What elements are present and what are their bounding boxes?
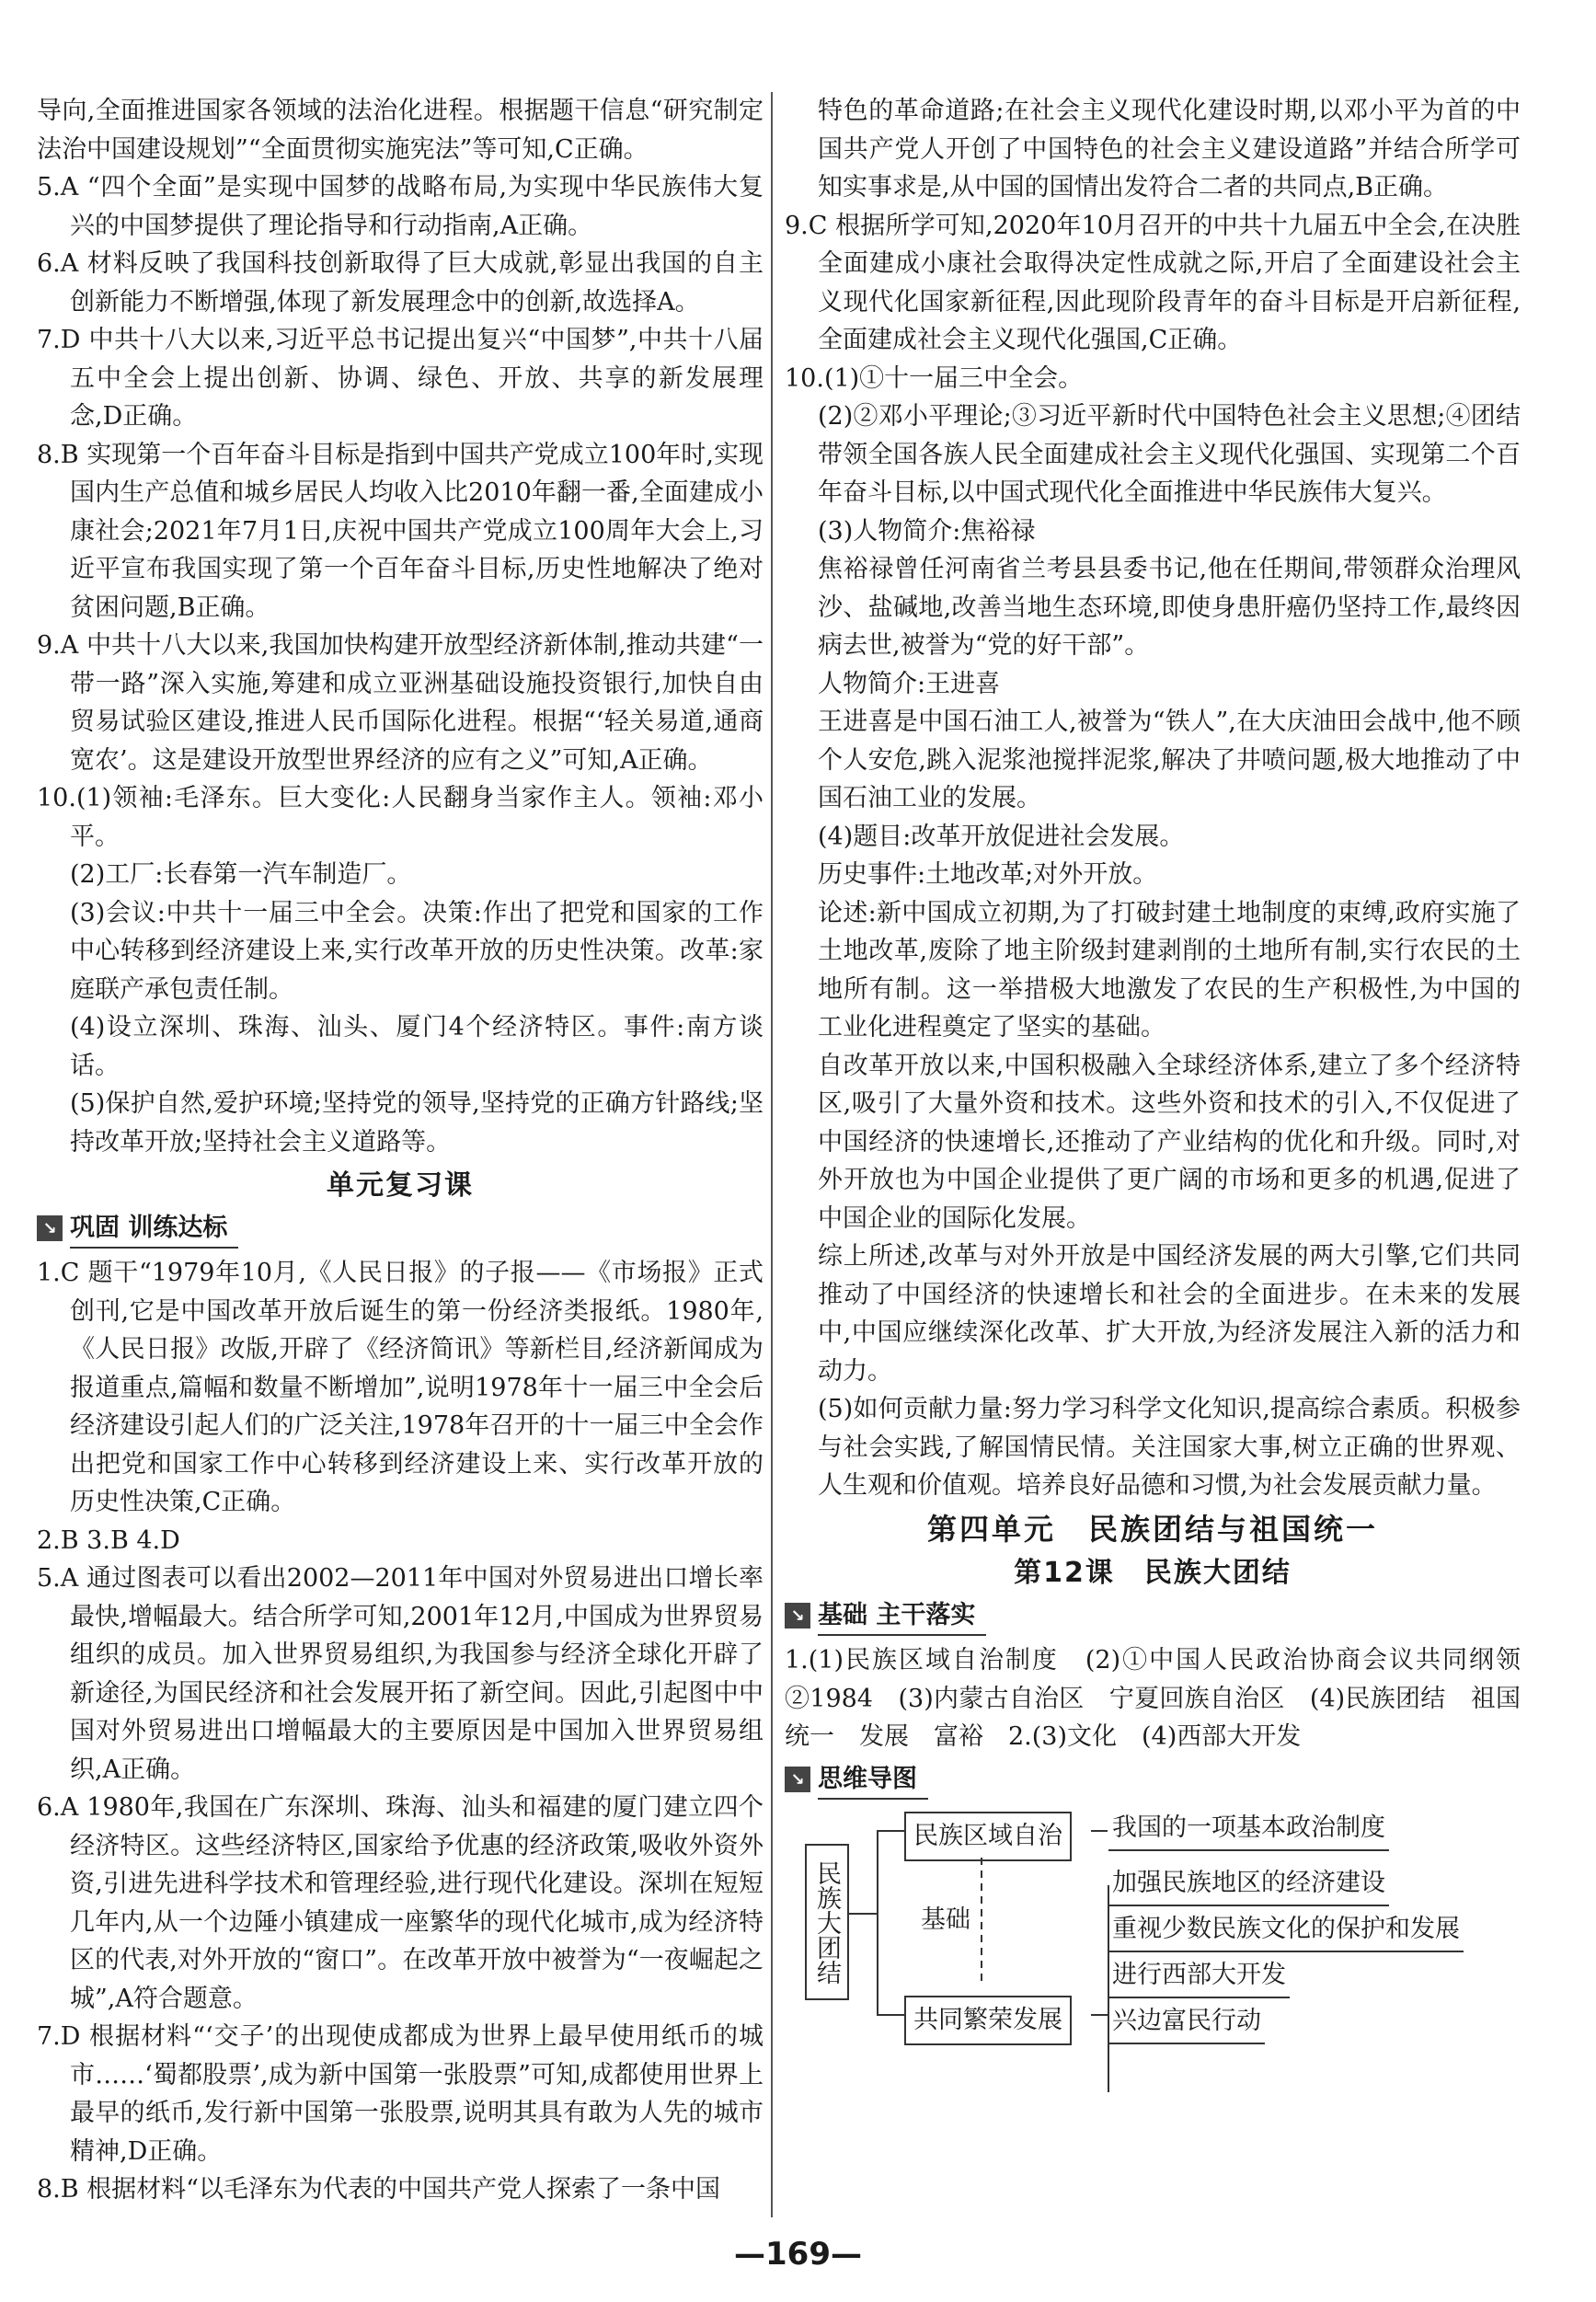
connector <box>877 1830 904 1832</box>
answer-item-10: 10.(1)领袖:毛泽东。巨大变化:人民翻身当家作主人。领袖:邓小平。 <box>37 784 764 851</box>
answer-sub: (2)工厂:长春第一汽车制造厂。 <box>70 860 412 889</box>
connector <box>849 1913 877 1915</box>
column-divider <box>771 92 773 2217</box>
answer-sub: 综上所述,改革与对外开放是中国经济发展的两大引擎,它们共同推动了中国经济的快速增长和社会的全面进步。在未来的发展中,中国应继续深化改革、扩大开放,为经济发展注入新的活力和动力。 <box>818 1242 1521 1386</box>
mindmap-node-prosperity: 共同繁荣发展 <box>904 1996 1072 2045</box>
answer-item-10: 10.(1)①十一届三中全会。 <box>785 363 1084 393</box>
mindmap-root: 民族大团结 <box>805 1844 849 2000</box>
mindmap-leaf: 加强民族地区的经济建设 <box>1108 1864 1389 1906</box>
connector <box>877 2014 904 2016</box>
answer-item: 8.B 实现第一个百年奋斗目标是指到中国共产党成立100年时,实现国内生产总值和城乡居民人均收入比2010年翻一番,全面建成小康社会;2021年7月1日,庆祝中国共产党成立100周年大会上,习近平宣布我国实现了第一个百年奋斗目标,历史性地解决了绝对贫困问题,B正确。 <box>37 440 764 622</box>
answer-item: 1.C 题干“1979年10月,《人民日报》的子报——《市场报》正式创刊,它是中国改革开放后诞生的第一份经济类报纸。1980年,《人民日报》改版,开辟了《经济简讯》等新栏目,经济新闻成为报道重点,篇幅和数量不断增加”,说明1978年十一届三中全会后经济建设引起人们的广泛关注,1978年召开的十一届三中全会作出把党和国家工作中心转移到经济建设上来、实行改革开放的历史性决策,C正确。 <box>37 1259 764 1516</box>
review-title: 单元复习课 <box>327 1169 474 1202</box>
answer-item: 2.B 3.B 4.D <box>37 1525 180 1555</box>
answer-sub: 自改革开放以来,中国积极融入全球经济体系,建立了多个经济特区,吸引了大量外资和技术。这些外资和技术的引入,不仅促进了中国经济的快速增长,还推动了产业结构的优化和升级。同时,对外开放也为中国企业提供了更广阔的市场和更多的机遇,促进了中国企业的国际化发展。 <box>818 1051 1521 1233</box>
mindmap-leaf: 我国的一项基本政治制度 <box>1108 1809 1389 1851</box>
answer-sub: 焦裕禄曾任河南省兰考县县委书记,他在任期间,带领群众治理风沙、盐碱地,改善当地生态环境,即使身患肝癌仍坚持工作,最终因病去世,被誉为“党的好干部”。 <box>818 555 1521 660</box>
connector <box>1091 2014 1108 2016</box>
answer-item: 7.D 根据材料“‘交子’的出现使成都成为世界上最早使用纸币的城市……‘蜀都股票’,成为新中国第一张股票”可知,成都使用世界上最早的纸币,发行新中国第一张股票,说明其具有敢为人先的城市精神,D正确。 <box>37 2022 764 2166</box>
answer-sub: (2)②邓小平理论;③习近平新时代中国特色社会主义思想;④团结带领全国各族人民全面建成社会主义现代化强国、实现第二个百年奋斗目标,以中国式现代化全面推进中华民族伟大复兴。 <box>818 402 1521 507</box>
connector <box>877 1830 878 2014</box>
mindmap-tag-label: 思维导图 <box>818 1760 928 1801</box>
review-tag <box>37 1209 764 1249</box>
basic-answers: 1.(1)民族区域自治制度 (2)①中国人民政治协商会议共同纲领 ②1984 (3)内蒙古自治区 宁夏回族自治区 (4)民族团结 祖国统一 发展 富裕 2.(3)文化 (4)西部大开发 <box>785 1646 1545 1751</box>
basic-tag-label: 基础 主干落实 <box>818 1596 986 1637</box>
mindmap-leaf: 兴边富民行动 <box>1108 2002 1265 2044</box>
left-column <box>37 92 764 2209</box>
answer-item: 6.A 1980年,我国在广东深圳、珠海、汕头和福建的厦门建立四个经济特区。这些经济特区,国家给予优惠的经济政策,吸收外资外资,引进先进科学技术和管理经验,进行现代化建设。深圳在短短几年内,从一个边陲小镇建成一座繁华的现代化城市,成为经济特区的代表,对外开放的“窗口”。在改革开放中被誉为“一夜崛起之城”,A符合题意。 <box>37 1793 764 2013</box>
answer-sub: 历史事件:土地改革;对外开放。 <box>818 860 1158 889</box>
review-tag-label: 巩固 训练达标 <box>70 1209 238 1249</box>
answer-sub: (5)保护自然,爱护环境;坚持党的领导,坚持党的正确方针路线;坚持改革开放;坚持社会主义道路等。 <box>70 1089 764 1157</box>
answer-sub: (4)题目:改革开放促进社会发展。 <box>818 822 1185 851</box>
unit-title: 第四单元 民族团结与祖国统一 <box>926 1511 1378 1547</box>
answer-sub: (3)会议:中共十一届三中全会。决策:作出了把党和国家的工作中心转移到经济建设上来,实行改革开放的历史性决策。改革:家庭联产承包责任制。 <box>70 898 764 1004</box>
left-intro: 导向,全面推进国家各领域的法治化进程。根据题干信息“研究制定法治中国建设规划”“全面贯彻实施宪法”等可知,C正确。 <box>37 97 764 164</box>
right-intro: 特色的革命道路;在社会主义现代化建设时期,以邓小平为首的中国共产党人开创了中国特色的社会主义建设道路”并结合所学可知实事求是,从中国的国情出发符合二者的共同点,B正确。 <box>818 97 1521 201</box>
mindmap-link-label: 基础 <box>921 1905 970 1934</box>
mindmap-tag <box>785 1760 1521 1801</box>
answer-sub: 王进喜是中国石油工人,被誉为“铁人”,在大庆油田会战中,他不顾个人安危,跳入泥浆池搅拌泥浆,解决了井喷问题,极大地推动了中国石油工业的发展。 <box>818 708 1521 812</box>
answer-item: 5.A 通过图表可以看出2002—2011年中国对外贸易进出口增长率最快,增幅最大。结合所学可知,2001年12月,中国成为世界贸易组织的成员。加入世界贸易组织,为我国参与经济全球化开辟了新途径,为国民经济和社会发展开拓了新空间。因此,引起图中中国对外贸易进出口增幅最大的主要原因是中国加入世界贸易组织,A正确。 <box>37 1564 764 1784</box>
answer-item: 9.A 中共十八大以来,我国加快构建开放型经济新体制,推动共建“一带一路”深入实施,筹建和成立亚洲基础设施投资银行,加快自由贸易试验区建设,推进人民币国际化进程。根据“‘轻关易道,通商宽农’。这是建设开放型世界经济的应有之义”可知,A正确。 <box>37 631 764 775</box>
answer-item: 9.C 根据所学可知,2020年10月召开的中共十九届五中全会,在决胜全面建成小康社会取得决定性成就之际,开启了全面建设社会主义现代化国家新征程,因此现阶段青年的奋斗目标是开启新征程,全面建成社会主义现代化强国,C正确。 <box>785 211 1521 354</box>
section-marker-icon: ↘ <box>785 1767 810 1792</box>
answer-sub: (4)设立深圳、珠海、汕头、厦门4个经济特区。事件:南方谈话。 <box>70 1013 764 1080</box>
answer-sub: (5)如何贡献力量:努力学习科学文化知识,提高综合素质。积极参与社会实践,了解国情民情。关注国家大事,树立正确的世界观、人生观和价值观。培养良好品德和习惯,为社会发展贡献力量。 <box>818 1395 1521 1500</box>
answer-item: 7.D 中共十八大以来,习近平总书记提出复兴“中国梦”,中共十八届五中全会上提出创新、协调、绿色、开放、共享的新发展理念,D正确。 <box>37 326 764 431</box>
section-marker-icon: ↘ <box>37 1215 63 1241</box>
answer-sub: (3)人物简介:焦裕禄 <box>818 516 1036 546</box>
connector <box>1091 1830 1108 1832</box>
lesson-title: 第12课 民族大团结 <box>1014 1557 1292 1589</box>
answer-item: 5.A “四个全面”是实现中国梦的战略布局,为实现中华民族伟大复兴的中国梦提供了理论指导和行动指南,A正确。 <box>37 173 764 240</box>
answer-item: 6.A 材料反映了我国科技创新取得了巨大成就,彰显出我国的自主创新能力不断增强,体现了新发展理念中的创新,故选择A。 <box>37 249 764 317</box>
mindmap-leaf: 重视少数民族文化的保护和发展 <box>1108 1910 1464 1952</box>
mindmap-leaf: 进行西部大开发 <box>1108 1956 1290 1998</box>
page-number: —169— <box>734 2236 862 2273</box>
answer-sub: 论述:新中国成立初期,为了打破封建土地制度的束缚,政府实施了土地改革,废除了地主阶级封建剥削的土地所有制,实行农民的土地所有制。这一举措极大地激发了农民的生产积极性,为中国的工业化进程奠定了坚实的基础。 <box>818 898 1521 1042</box>
mind-map <box>785 1807 1521 2111</box>
section-marker-icon: ↘ <box>785 1603 810 1629</box>
basic-tag <box>785 1596 1521 1637</box>
mindmap-node-autonomy: 民族区域自治 <box>904 1812 1072 1861</box>
answer-item: 8.B 根据材料“以毛泽东为代表的中国共产党人探索了一条中国 <box>37 2175 720 2204</box>
dashed-arrow <box>981 1858 982 1986</box>
answer-sub: 人物简介:王进喜 <box>818 669 1001 698</box>
right-column <box>785 92 1545 2111</box>
